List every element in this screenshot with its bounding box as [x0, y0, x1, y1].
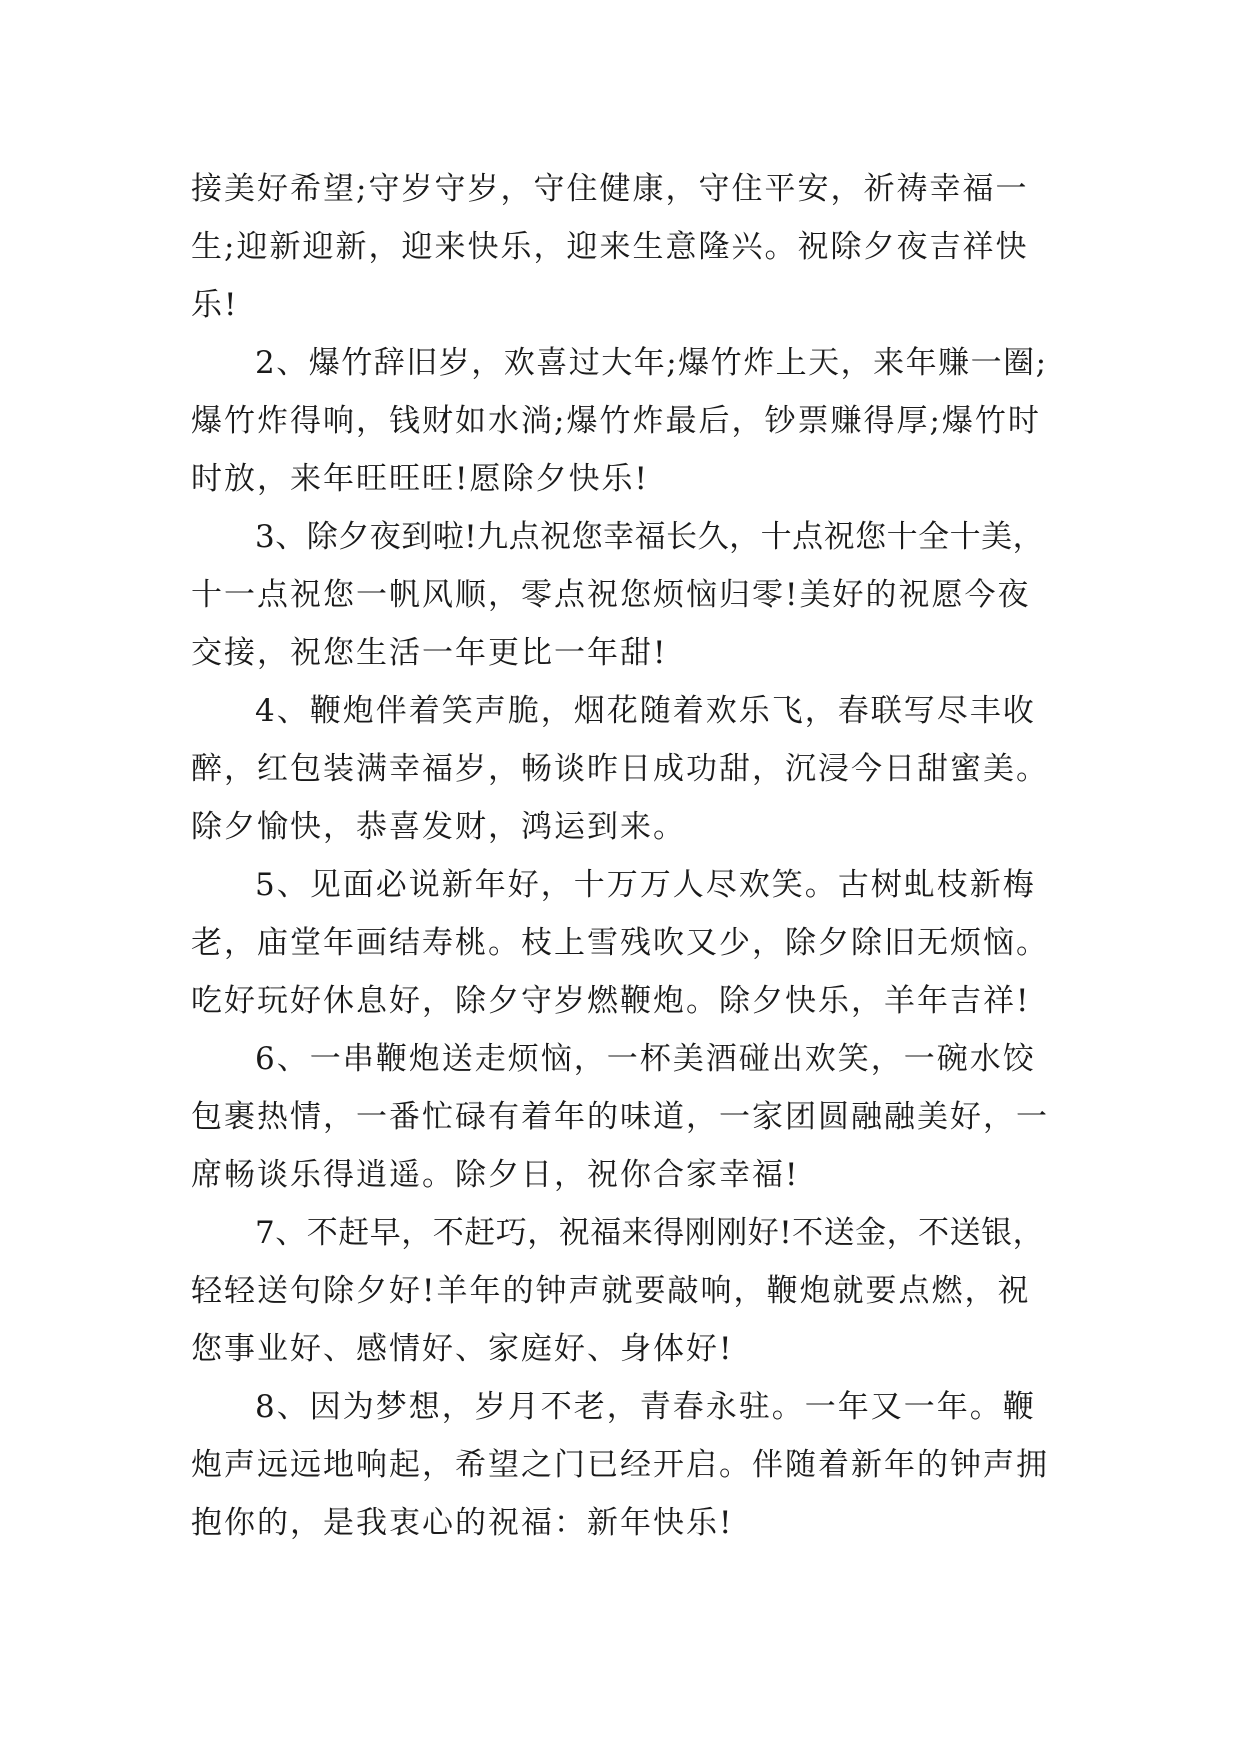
document-page: [191, 160, 1051, 1552]
paragraph-line: 5、见面必说新年好，十万万人尽欢笑。古树虬枝新梅: [255, 867, 1036, 903]
paragraph-line: 2、爆竹辞旧岁，欢喜过大年;爆竹炸上天，来年赚一圈;: [255, 345, 1048, 381]
paragraph-line: 接美好希望;守岁守岁，守住健康，守住平安，祈祷幸福一: [191, 171, 1029, 207]
paragraph-line: 您事业好、感情好、家庭好、身体好!: [191, 1331, 734, 1367]
paragraph-line: 4、鞭炮伴着笑声脆，烟花随着欢乐飞，春联写尽丰收: [255, 693, 1036, 729]
paragraph-1: [191, 160, 1051, 334]
paragraph-7: [191, 1204, 1051, 1378]
paragraph-line: 生;迎新迎新，迎来快乐，迎来生意隆兴。祝除夕夜吉祥快: [191, 229, 1029, 265]
paragraph-3: [191, 508, 1051, 682]
paragraph-line: 吃好玩好休息好，除夕守岁燃鞭炮。除夕快乐，羊年吉祥!: [191, 983, 1031, 1019]
paragraph-2: [191, 334, 1051, 508]
paragraph-4: [191, 682, 1051, 856]
paragraph-line: 交接，祝您生活一年更比一年甜!: [191, 635, 668, 671]
paragraph-6: [191, 1030, 1051, 1204]
paragraph-line: 席畅谈乐得逍遥。除夕日，祝你合家幸福!: [191, 1157, 800, 1193]
paragraph-line: 8、因为梦想，岁月不老，青春永驻。一年又一年。鞭: [255, 1389, 1036, 1425]
paragraph-line: 爆竹炸得响，钱财如水淌;爆竹炸最后，钞票赚得厚;爆竹时: [191, 403, 1041, 439]
paragraph-5: [191, 856, 1051, 1030]
paragraph-line: 炮声远远地响起，希望之门已经开启。伴随着新年的钟声拥: [191, 1447, 1049, 1483]
paragraph-line: 包裹热情，一番忙碌有着年的味道，一家团圆融融美好，一: [191, 1099, 1049, 1135]
paragraph-line: 十一点祝您一帆风顺，零点祝您烦恼归零!美好的祝愿今夜: [191, 577, 1031, 613]
paragraph-8: [191, 1378, 1051, 1552]
paragraph-line: 3、除夕夜到啦!九点祝您幸福长久，十点祝您十全十美，: [255, 519, 1045, 555]
paragraph-line: 除夕愉快，恭喜发财，鸿运到来。: [191, 809, 686, 845]
paragraph-line: 轻轻送句除夕好!羊年的钟声就要敲响，鞭炮就要点燃，祝: [191, 1273, 1031, 1309]
paragraph-line: 抱你的，是我衷心的祝福：新年快乐!: [191, 1505, 734, 1541]
paragraph-line: 7、不赶早，不赶巧，祝福来得刚刚好!不送金，不送银，: [255, 1215, 1045, 1251]
paragraph-line: 6、一串鞭炮送走烦恼，一杯美酒碰出欢笑，一碗水饺: [255, 1041, 1036, 1077]
paragraph-line: 醉，红包装满幸福岁，畅谈昨日成功甜，沉浸今日甜蜜美。: [191, 751, 1049, 787]
paragraph-line: 老，庙堂年画结寿桃。枝上雪残吹又少，除夕除旧无烦恼。: [191, 925, 1049, 961]
paragraph-line: 时放，来年旺旺旺!愿除夕快乐!: [191, 461, 649, 497]
paragraph-line: 乐!: [191, 287, 239, 323]
